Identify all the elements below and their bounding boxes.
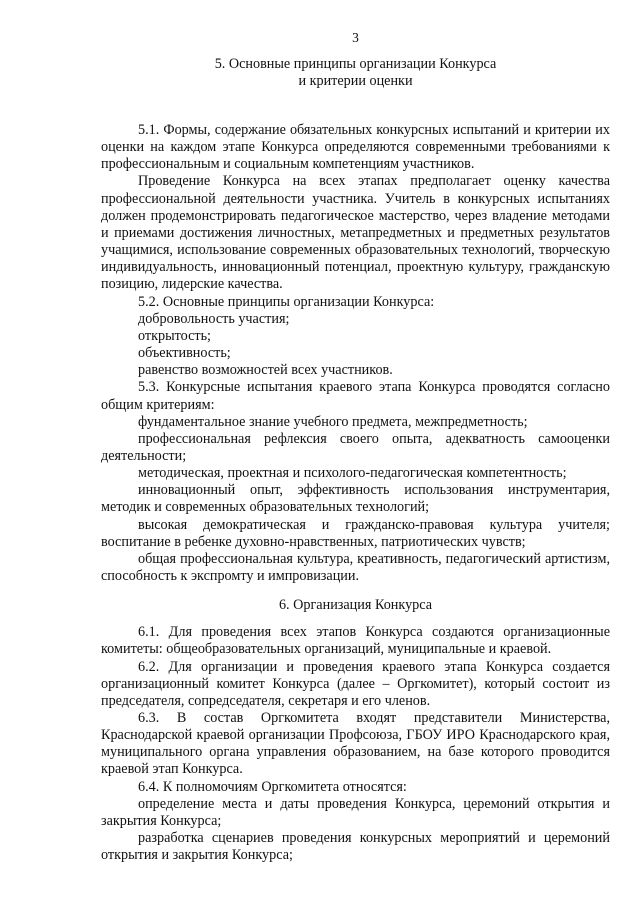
criteria-item: профессиональная рефлексия своего опыта, адекватность самооценки деятельности;: [101, 430, 610, 464]
criteria-item: инновационный опыт, эффективность использования инструментария, методик и современных образовательных технологий;: [101, 482, 610, 516]
paragraph-6-1: 6.1. Для проведения всех этапов Конкурса создаются организационные комитеты: общеобразовательных организаций, муниципальные и краевой.: [101, 624, 610, 658]
principle-item: равенство возможностей всех участников.: [138, 362, 393, 379]
powers-item: разработка сценариев проведения конкурсных мероприятий и церемоний открытия и закрытия Конкурса;: [101, 830, 610, 864]
section6-title: 6. Организация Конкурса: [278, 597, 433, 614]
section5-title-line2: и критерии оценки: [298, 73, 413, 89]
criteria-item: высокая демократическая и гражданско-правовая культура учителя; воспитание в ребенке духовно-нравственных, патриотических чувств;: [101, 516, 610, 550]
paragraph-5-1: 5.1. Формы, содержание обязательных конкурсных испытаний и критерии их оценки на каждом этапе Конкурса определяются современными требованиями к профессиональным и социальным компетенциям участников.: [101, 122, 610, 173]
paragraph-6-2: 6.2. Для организации и проведения краевого этапа Конкурса создается организационный комитет Конкурса (далее – Оргкомитет), который состоит из председателя, сопредседателя, секретаря и его членов.: [101, 658, 610, 709]
principle-item: открытость;: [138, 327, 211, 344]
paragraph-6-3: 6.3. В состав Оргкомитета входят представители Министерства, Краснодарской краевой организации Профсоюза, ГБОУ ИРО Краснодарского края, муниципального органа управления образованием, на базе которого проводится краевой этап Конкурса.: [101, 710, 610, 778]
criteria-item: общая профессиональная культура, креативность, педагогический артистизм, способность к экспромту и импровизации.: [101, 550, 610, 585]
principle-item: объективность;: [138, 345, 231, 362]
paragraph-5-1-b: Проведение Конкурса на всех этапах предполагает оценку качества профессиональной деятельности участника. Учитель в конкурсных испытаниях должен продемонстрировать педагогическое мастерство, через владение методами и приемами достижения личностных, метапредметных и предметных результатов учащимися, использование современных образовательных технологий, творческую индивидуальность, инновационный потенциал, проектную культуру, гражданскую позицию, лидерские качества.: [101, 173, 610, 293]
paragraph-5-3: 5.3. Конкурсные испытания краевого этапа Конкурса проводятся согласно общим критериям:: [101, 379, 610, 413]
paragraph-5-2: 5.2. Основные принципы организации Конкурса:: [138, 293, 435, 310]
powers-item: определение места и даты проведения Конкурса, церемоний открытия и закрытия Конкурса;: [101, 795, 610, 829]
criteria-item: методическая, проектная и психолого-педагогическая компетентность;: [138, 465, 567, 482]
principle-item: добровольность участия;: [138, 310, 290, 327]
criteria-item: фундаментальное знание учебного предмета, межпредметность;: [138, 413, 528, 430]
section5-title-line1: 5. Основные принципы организации Конкурса: [214, 56, 497, 72]
page-number: 3: [352, 30, 359, 45]
paragraph-6-4: 6.4. К полномочиям Оргкомитета относятся:: [138, 778, 407, 795]
